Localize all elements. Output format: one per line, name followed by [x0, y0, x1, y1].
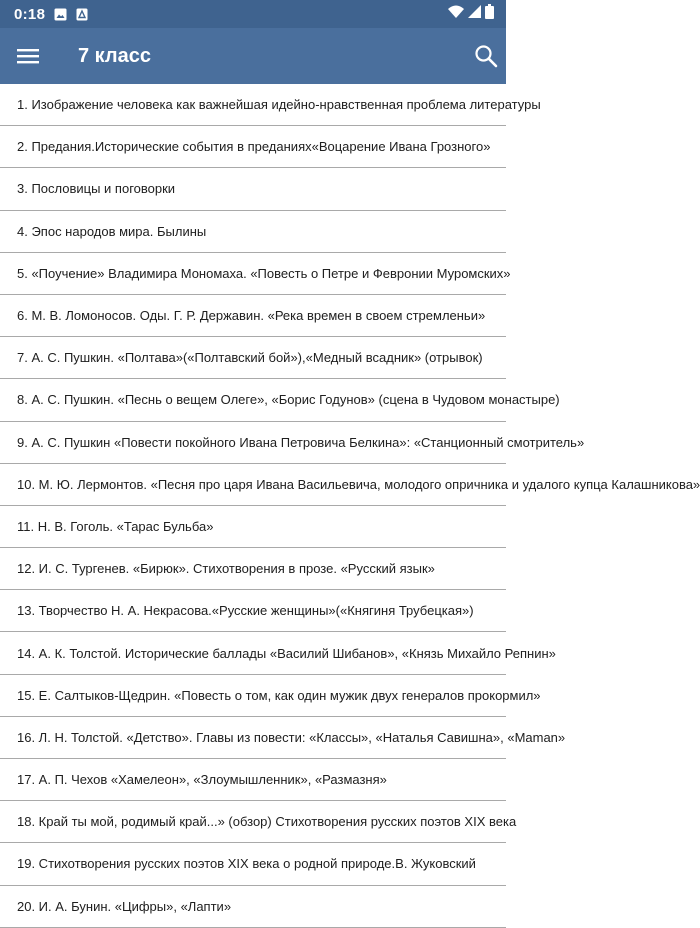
notification-app-icon — [76, 8, 88, 21]
list-item-label: 2. Предания.Исторические события в преданиях«Воцарение Ивана Грозного» — [17, 139, 491, 155]
list-item-label: 8. А. С. Пушкин. «Песнь о вещем Олеге», «Борис Годунов» (сцена в Чудовом монастыре) — [17, 392, 560, 408]
list-item[interactable] — [0, 759, 506, 801]
list-item[interactable] — [0, 632, 556, 674]
list-item-label: 10. М. Ю. Лермонтов. «Песня про царя Ивана Васильевича, молодого опричника и удалого купца Калашникова» — [17, 476, 700, 492]
list-item[interactable] — [0, 843, 506, 885]
list-item[interactable] — [0, 590, 506, 632]
list-item-label: 5. «Поучение» Владимира Мономаха. «Повесть о Петре и Февронии Муромских» — [17, 265, 511, 281]
status-bar — [0, 0, 506, 28]
list-item-label: 18. Край ты мой, родимый край...» (обзор) Стихотворения русских поэтов XIX века — [17, 814, 517, 830]
list-item-label: 1. Изображение человека как важнейшая идейно-нравственная проблема литературы — [17, 97, 541, 113]
battery-icon — [485, 4, 494, 24]
notification-image-icon — [54, 8, 67, 21]
list-item-label: 19. Стихотворения русских поэтов XIX века о родной природе.В. Жуковский — [17, 856, 476, 872]
status-time: 0:18 — [14, 5, 46, 23]
list-item[interactable] — [0, 295, 506, 337]
list-item-label: 17. А. П. Чехов «Хамелеон», «Злоумышленник», «Размазня» — [17, 772, 387, 788]
list-item[interactable] — [0, 168, 506, 210]
list-item-label: 16. Л. Н. Толстой. «Детство». Главы из повести: «Классы», «Наталья Савишна», «Maman» — [17, 729, 566, 745]
list-item[interactable] — [0, 379, 560, 421]
list-item[interactable] — [0, 548, 506, 590]
app-toolbar — [0, 28, 506, 84]
list-item[interactable] — [0, 84, 541, 126]
list-item[interactable] — [0, 717, 566, 759]
list-item-label: 15. Е. Салтыков-Щедрин. «Повесть о том, как один мужик двух генералов прокормил» — [17, 687, 541, 703]
cellular-signal-icon — [468, 5, 481, 24]
list-item[interactable] — [0, 801, 517, 843]
list-item-label: 14. А. К. Толстой. Исторические баллады «Василий Шибанов», «Князь Михайло Репнин» — [17, 645, 556, 661]
list-item[interactable] — [0, 464, 700, 506]
lesson-list — [0, 84, 700, 914]
list-item[interactable] — [0, 211, 506, 253]
list-item[interactable] — [0, 253, 511, 295]
list-item[interactable] — [0, 126, 506, 168]
list-item[interactable] — [0, 337, 506, 379]
list-item[interactable] — [0, 422, 585, 464]
list-item[interactable] — [0, 506, 506, 548]
wifi-icon — [448, 5, 464, 24]
list-item-label: 4. Эпос народов мира. Былины — [17, 223, 207, 239]
page-title: 7 класс — [78, 44, 152, 67]
search-icon[interactable] — [472, 42, 500, 70]
list-item-label: 7. А. С. Пушкин. «Полтава»(«Полтавский бой»),«Медный всадник» (отрывок) — [17, 350, 483, 366]
list-item[interactable] — [0, 675, 541, 717]
list-item[interactable] — [0, 886, 506, 928]
list-item-label: 13. Творчество Н. А. Некрасова.«Русские женщины»(«Княгиня Трубецкая») — [17, 603, 474, 619]
menu-icon[interactable] — [17, 44, 47, 68]
list-item-label: 11. Н. В. Гоголь. «Тарас Бульба» — [17, 518, 214, 534]
list-item-label: 20. И. А. Бунин. «Цифры», «Лапти» — [17, 898, 232, 914]
list-item-label: 6. М. В. Ломоносов. Оды. Г. Р. Державин. «Река времен в своем стремленьи» — [17, 308, 486, 324]
list-item-label: 3. Пословицы и поговорки — [17, 181, 176, 197]
list-item-label: 9. А. С. Пушкин «Повести покойного Ивана Петровича Белкина»: «Станционный смотритель» — [17, 434, 585, 450]
list-item-label: 12. И. С. Тургенев. «Бирюк». Стихотворения в прозе. «Русский язык» — [17, 561, 435, 577]
